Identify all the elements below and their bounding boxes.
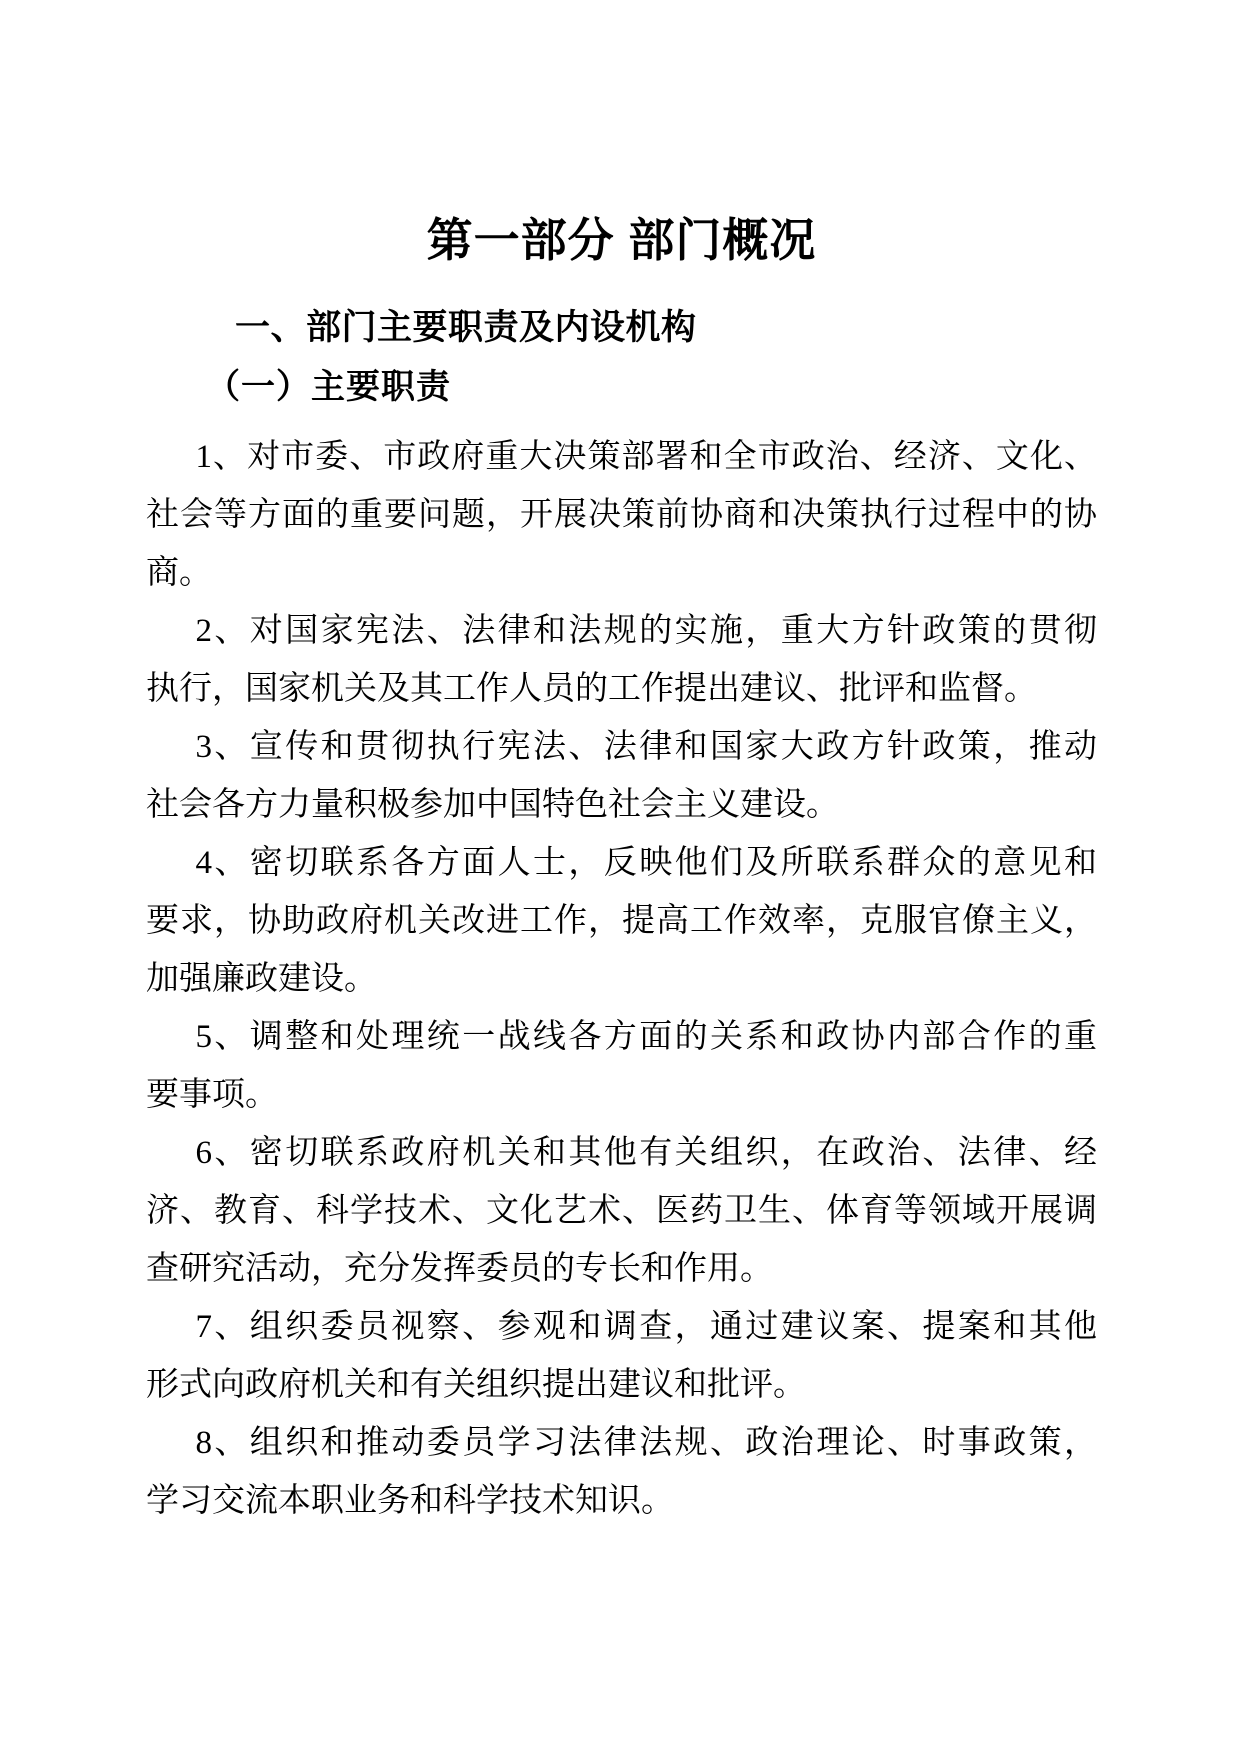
paragraph-duty-5: [146, 1008, 1097, 1124]
text-line: 1、对市委、市政府重大决策部署和全市政治、经济、文化、: [195, 439, 1097, 475]
paragraph-duty-3: [146, 718, 1097, 834]
text-line: 形式向政府机关和有关组织提出建议和批评。: [146, 1367, 806, 1403]
text-line: 执行，国家机关及其工作人员的工作提出建议、批评和监督。: [146, 671, 1037, 707]
document-body: [146, 428, 1097, 1530]
text-line: 学习交流本职业务和科学技术知识。: [146, 1483, 674, 1519]
paragraph-duty-1: [146, 428, 1097, 602]
text-line: 加强廉政建设。: [146, 961, 377, 997]
subsection-heading: （一）主要职责: [206, 369, 451, 406]
paragraph-duty-2: [146, 602, 1097, 718]
text-line: 4、密切联系各方面人士，反映他们及所联系群众的意见和: [195, 845, 1097, 881]
document-title: 第一部分 部门概况: [426, 214, 817, 266]
paragraph-duty-6: [146, 1124, 1097, 1298]
text-line: 商。: [146, 555, 212, 591]
section-heading: 一、部门主要职责及内设机构: [235, 308, 697, 347]
text-line: 要求，协助政府机关改进工作，提高工作效率，克服官僚主义，: [146, 903, 1097, 939]
text-line: 社会等方面的重要问题，开展决策前协商和决策执行过程中的协: [146, 497, 1097, 533]
paragraph-duty-4: [146, 834, 1097, 1008]
text-line: 8、组织和推动委员学习法律法规、政治理论、时事政策，: [195, 1425, 1097, 1461]
text-line: 2、对国家宪法、法律和法规的实施，重大方针政策的贯彻: [195, 613, 1097, 649]
text-line: 要事项。: [146, 1077, 278, 1113]
text-line: 5、调整和处理统一战线各方面的关系和政协内部合作的重: [195, 1019, 1097, 1055]
text-line: 查研究活动，充分发挥委员的专长和作用。: [146, 1251, 773, 1287]
paragraph-duty-8: [146, 1414, 1097, 1530]
text-line: 济、教育、科学技术、文化艺术、医药卫生、体育等领域开展调: [146, 1193, 1097, 1229]
text-line: 社会各方力量积极参加中国特色社会主义建设。: [146, 787, 839, 823]
text-line: 7、组织委员视察、参观和调查，通过建议案、提案和其他: [195, 1309, 1097, 1345]
text-line: 6、密切联系政府机关和其他有关组织，在政治、法律、经: [195, 1135, 1097, 1171]
paragraph-duty-7: [146, 1298, 1097, 1414]
text-line: 3、宣传和贯彻执行宪法、法律和国家大政方针政策，推动: [195, 729, 1097, 765]
